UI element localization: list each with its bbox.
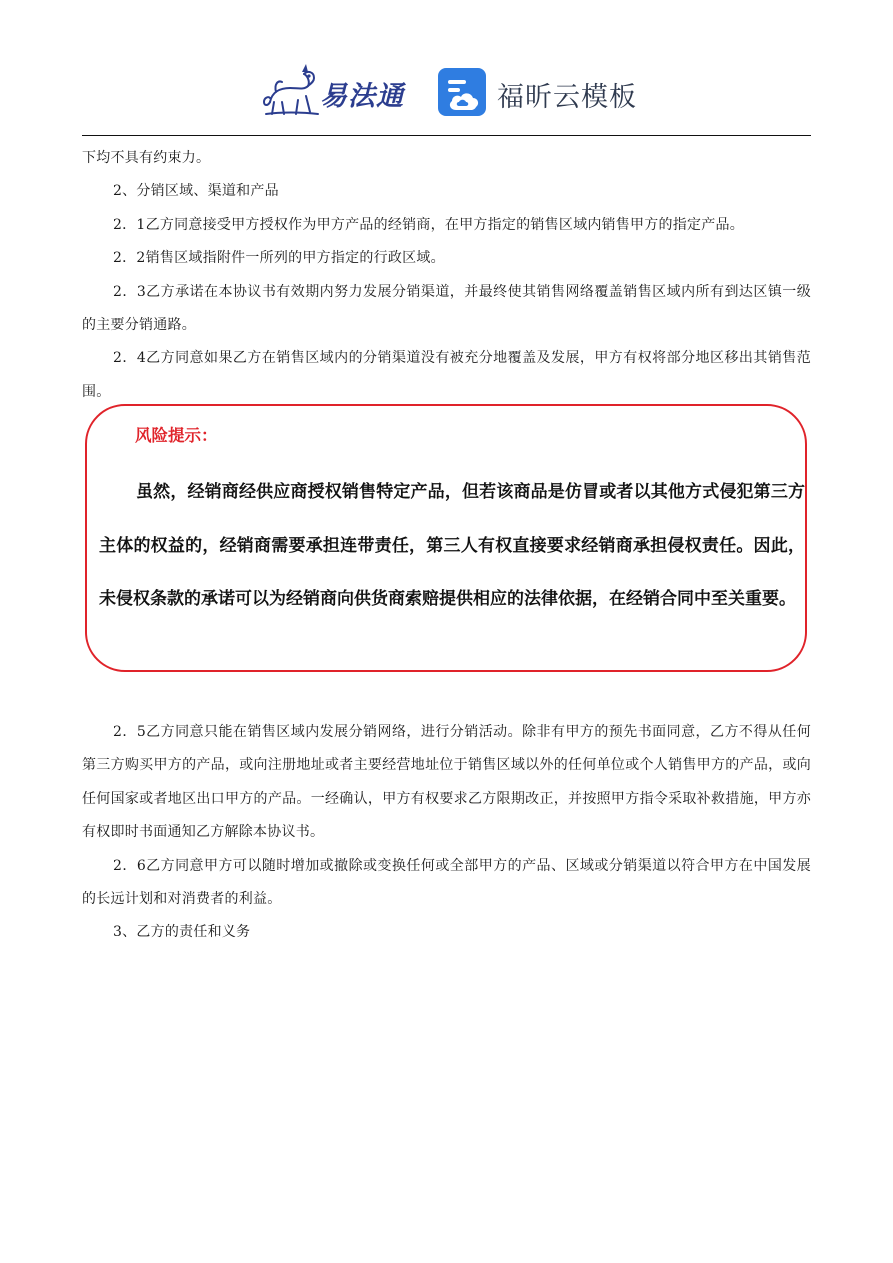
body-text-bottom bbox=[82, 716, 811, 950]
paragraph: 下均不具有约束力。 bbox=[82, 150, 211, 166]
paragraph: 2．5乙方同意只能在销售区域内发展分销网络，进行分销活动。除非有甲方的预先书面同意，乙方不得从任何第三方购买甲方的产品，或向注册地址或者主要经营地址位于销售区域以外的任何单位或个人销售甲方的产品，或向任何国家或者地区出口甲方的产品。一经确认，甲方有权要求乙方限期改正，并按照甲方指令采取补救措施，甲方亦有权即时书面通知乙方解除本协议书。 bbox=[82, 724, 811, 841]
document-cloud-icon bbox=[436, 66, 488, 118]
yifatong-logo-text: 易法通 bbox=[320, 81, 404, 112]
section-heading: 3、乙方的责任和义务 bbox=[113, 924, 251, 941]
paragraph: 2．6乙方同意甲方可以随时增加或撤除或变换任何或全部甲方的产品、区域或分销渠道以符合甲方在中国发展的长远计划和对消费者的利益。 bbox=[82, 857, 811, 908]
risk-notice-box bbox=[85, 404, 807, 672]
qilin-icon bbox=[262, 62, 322, 118]
page-header bbox=[0, 58, 893, 124]
paragraph: 2．3乙方承诺在本协议书有效期内努力发展分销渠道，并最终使其销售网络覆盖销售区域内所有到达区镇一级的主要分销通路。 bbox=[82, 283, 811, 334]
paragraph: 2．2销售区域指附件一所列的甲方指定的行政区域。 bbox=[113, 250, 445, 267]
fuxin-logo bbox=[436, 66, 636, 118]
header-divider bbox=[82, 135, 811, 136]
body-text-top bbox=[82, 142, 811, 409]
risk-notice-text: 虽然，经销商经供应商授权销售特定产品，但若该商品是仿冒或者以其他方式侵犯第三方主体的权益的，经销商需要承担连带责任，第三人有权直接要求经销商承担侵权责任。因此，未侵权条款的承诺可以为经销商向供货商索赔提供相应的法律依据，在经销合同中至关重要。 bbox=[99, 482, 805, 609]
paragraph: 2．4乙方同意如果乙方在销售区域内的分销渠道没有被充分地覆盖及发展，甲方有权将部分地区移出其销售范围。 bbox=[82, 350, 811, 400]
risk-notice-title: 风险提示： bbox=[135, 426, 218, 445]
paragraph: 2．1乙方同意接受甲方授权作为甲方产品的经销商，在甲方指定的销售区域内销售甲方的指定产品。 bbox=[113, 216, 745, 233]
section-heading: 2、分销区域、渠道和产品 bbox=[113, 183, 279, 200]
yifatong-logo bbox=[262, 62, 414, 118]
fuxin-logo-text: 福昕云模板 bbox=[497, 82, 637, 113]
